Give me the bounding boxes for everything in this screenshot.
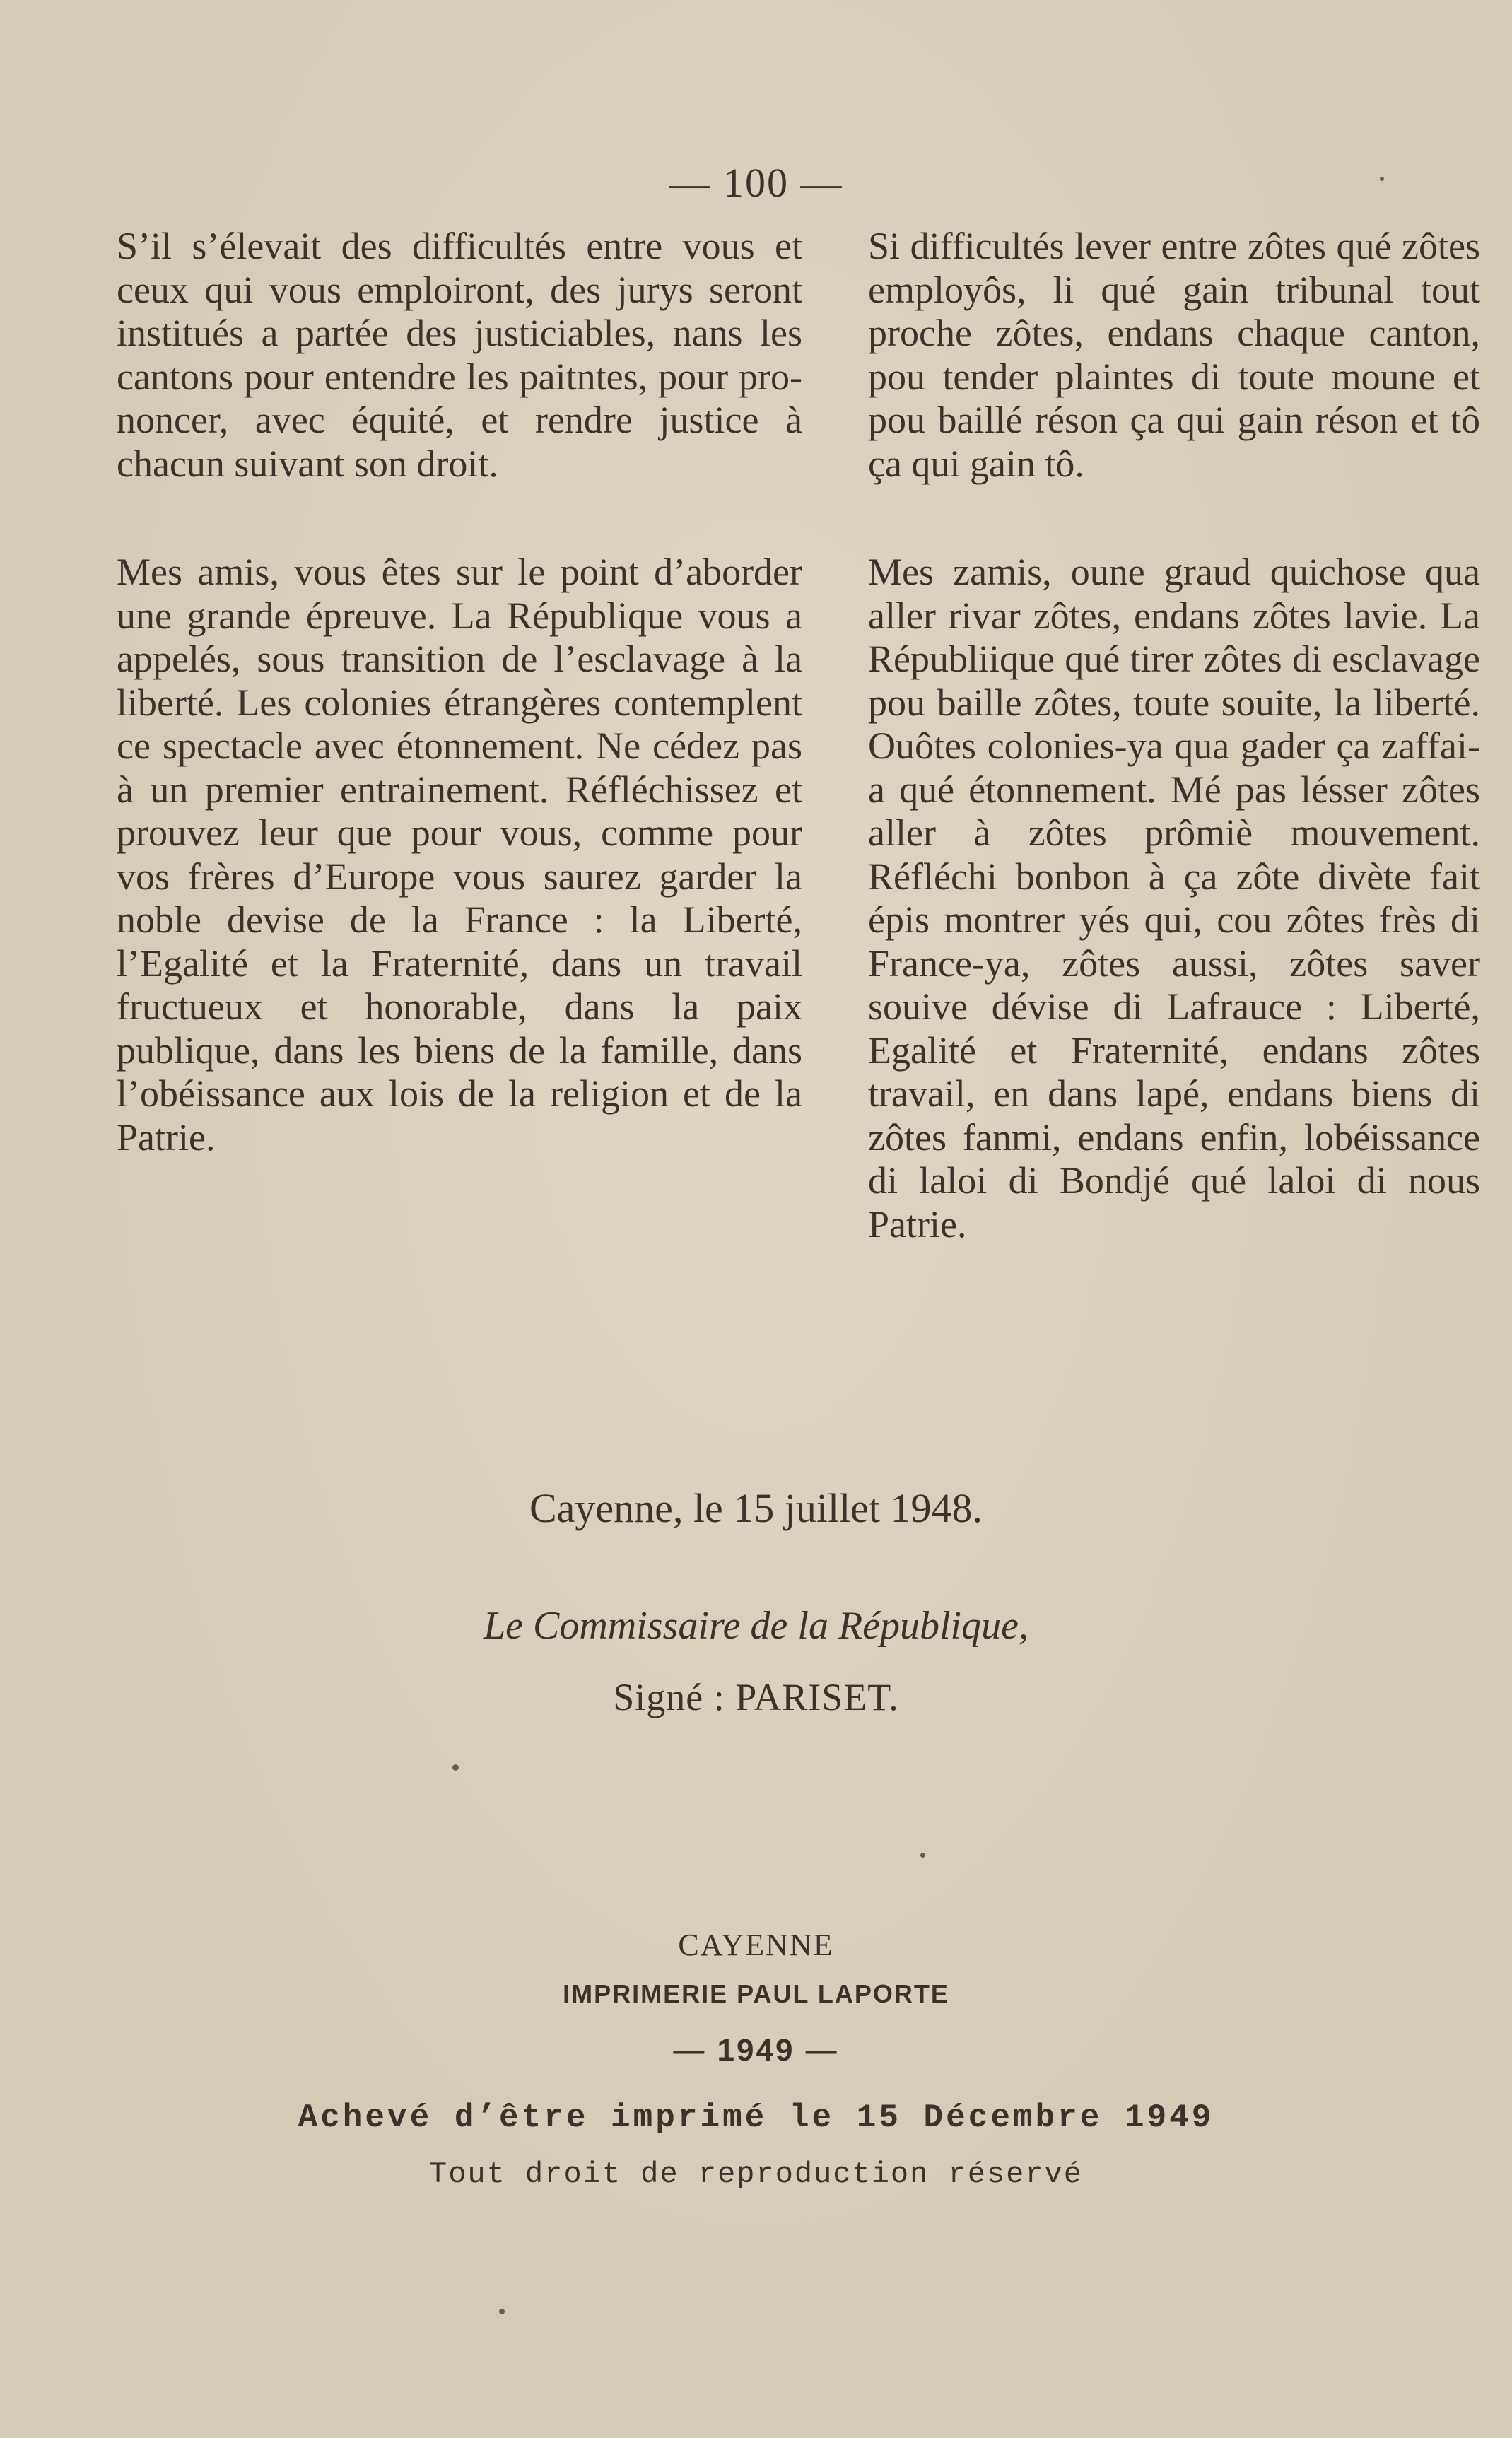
paper-speck: [920, 1853, 925, 1858]
french-paragraph-2: Mes amis, vous êtes sur le point d’aborder une grande épreuve. La République vous a appelés, sous transition de l’esclavage à la liberté. Les colonies étrangères contemplent ce spectacle avec étonnement. Ne cédez pas à un premier entrainement. Réfléchissez et prouvez leur que pour vous, comme pour vos frères d’Europe vous saurez garder la noble devise de la France : la Liberté, l’Egalité et la Fraternité, dans un travail fructueux et honorable, dans la paix publique, dans les biens de la famille, dans l’obéissance aux lois de la religion et de la Patrie.: [117, 551, 802, 1159]
creole-paragraph-1: Si difficultés lever entre zôtes qué zôtes employôs, li qué gain tribunal tout proche zôtes, endans chaque canton, pou tender plaintes di toute moune et pou baillé réson ça qui gain réson et tô ça qui gain tô.: [868, 225, 1480, 485]
page-number: — 100 —: [669, 160, 843, 206]
paper-speck: [1380, 177, 1384, 181]
colophon-year: — 1949 —: [673, 2033, 839, 2068]
creole-paragraph-2: Mes zamis, oune graud quichose qua aller rivar zôtes, endans zôtes lavie. La Républiique qué tirer zôtes di esclavage pou baille zôtes, toute souite, la liberté. Ouôtes colonies-ya qua gader ça zaffai-a qué étonnement. Mé pas lésser zôtes aller à zôtes prômiè mouvement. Réfléchi bonbon à ça zôte divète fait épis montrer yés qui, cou zôtes frès di France-ya, zôtes aussi, zôtes saver souive dévise di Lafrauce : Liberté, Egalité et Fraternité, endans zôtes travail, en dans lapé, endans biens di zôtes fanmi, endans enfin, lobéissance di laloi di Bondjé qué laloi di nous Patrie.: [868, 551, 1480, 1246]
colophon-printer: IMPRIMERIE PAUL LAPORTE: [563, 1979, 949, 2008]
paper-speck: [499, 2309, 505, 2314]
signature: Signé : PARISET.: [613, 1676, 899, 1718]
colophon-printed-date: Achevé d’être imprimé le 15 Décembre 1949: [298, 2099, 1214, 2136]
french-paragraph-1: S’il s’élevait des difficultés entre vous et ceux qui vous emploiront, des jurys seront institués a partée des justiciables, nans les cantons pour entendre les paitntes, pour prononcer, avec équité, et rendre justice à chacun suivant son droit.: [117, 225, 802, 485]
signer-title: Le Commissaire de la République,: [484, 1604, 1028, 1648]
french-column: [117, 225, 802, 1159]
creole-column: [868, 225, 1480, 1246]
colophon-rights: Tout droit de reproduction réservé: [429, 2157, 1083, 2191]
paper-speck: [452, 1764, 459, 1771]
place-date: Cayenne, le 15 juillet 1948.: [529, 1485, 983, 1531]
colophon-city: CAYENNE: [678, 1928, 834, 1962]
